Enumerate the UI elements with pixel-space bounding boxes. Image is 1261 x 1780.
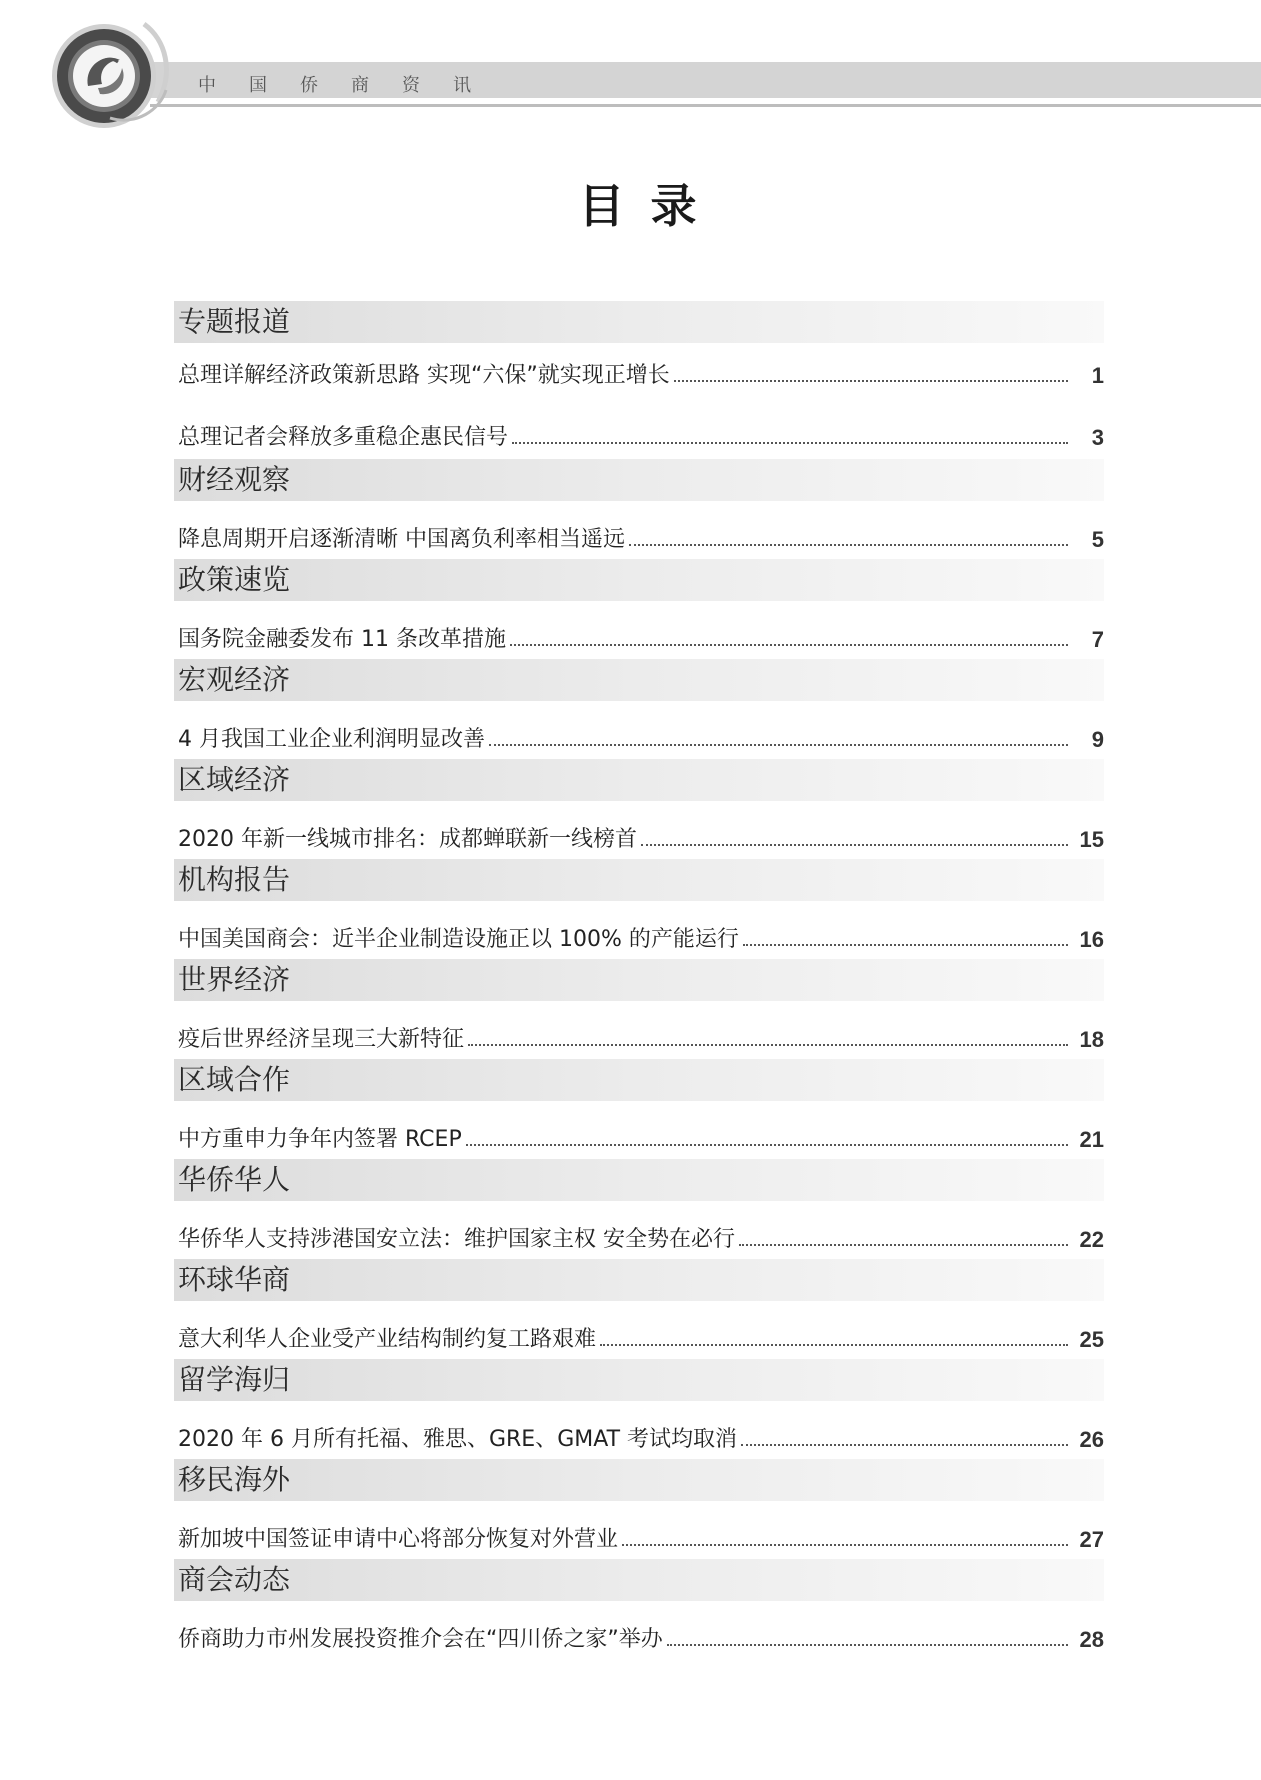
toc-entry-title: 国务院金融委发布 11 条改革措施 — [178, 627, 506, 652]
toc-entry[interactable] — [174, 1301, 1104, 1359]
toc-entry[interactable] — [174, 343, 1104, 397]
toc-section-header: 留学海归 — [174, 1359, 1104, 1401]
toc-entry-page: 9 — [1091, 727, 1104, 752]
table-of-contents — [174, 301, 1104, 1659]
dot-leader — [510, 643, 1068, 646]
dot-leader — [489, 743, 1068, 746]
toc-section-header: 环球华商 — [174, 1259, 1104, 1301]
header-rule — [150, 104, 1261, 107]
toc-section-header: 专题报道 — [174, 301, 1104, 343]
toc-entry-page: 15 — [1079, 827, 1104, 852]
toc-entry[interactable] — [174, 1101, 1104, 1159]
toc-section-header: 华侨华人 — [174, 1159, 1104, 1201]
toc-section-header: 区域合作 — [174, 1059, 1104, 1101]
toc-entry-title: 2020 年新一线城市排名：成都蝉联新一线榜首 — [178, 827, 637, 852]
toc-entry-title: 4 月我国工业企业利润明显改善 — [178, 727, 485, 752]
toc-entry-page: 7 — [1091, 627, 1104, 652]
toc-entry[interactable] — [174, 1501, 1104, 1559]
toc-entry-page: 21 — [1079, 1127, 1104, 1152]
toc-entry[interactable] — [174, 1001, 1104, 1059]
dot-leader — [667, 1643, 1068, 1646]
toc-entry-title: 2020 年 6 月所有托福、雅思、GRE、GMAT 考试均取消 — [178, 1427, 738, 1452]
toc-entry-page: 22 — [1079, 1227, 1104, 1252]
toc-entry-page: 3 — [1091, 425, 1104, 450]
dot-leader — [468, 1043, 1068, 1046]
toc-entry[interactable] — [174, 1401, 1104, 1459]
dot-leader — [743, 943, 1068, 946]
toc-entry[interactable] — [174, 397, 1104, 459]
toc-entry-title: 降息周期开启逐渐清晰 中国离负利率相当遥远 — [178, 527, 625, 552]
toc-entry[interactable] — [174, 801, 1104, 859]
page-title: 目录 — [578, 179, 723, 233]
toc-entry-title: 意大利华人企业受产业结构制约复工路艰难 — [178, 1327, 597, 1352]
dot-leader — [512, 441, 1068, 444]
dot-leader — [674, 379, 1068, 382]
toc-entry-title: 总理记者会释放多重稳企惠民信号 — [178, 425, 509, 450]
toc-entry-title: 新加坡中国签证申请中心将部分恢复对外营业 — [178, 1527, 619, 1552]
dot-leader — [622, 1543, 1068, 1546]
overseas-chinese-chamber-logo-icon — [48, 10, 188, 140]
dot-leader — [629, 543, 1068, 546]
toc-entry-title: 疫后世界经济呈现三大新特征 — [178, 1027, 465, 1052]
dot-leader — [600, 1343, 1068, 1346]
toc-entry-page: 26 — [1079, 1427, 1104, 1452]
toc-section-header: 区域经济 — [174, 759, 1104, 801]
toc-entry[interactable] — [174, 501, 1104, 559]
dot-leader — [741, 1443, 1068, 1446]
toc-entry[interactable] — [174, 1601, 1104, 1659]
toc-entry-page: 5 — [1091, 527, 1104, 552]
toc-section-header: 宏观经济 — [174, 659, 1104, 701]
toc-entry[interactable] — [174, 1201, 1104, 1259]
toc-entry-page: 28 — [1079, 1627, 1104, 1652]
publication-name: 中国侨商资讯 — [198, 75, 504, 96]
toc-section-header: 商会动态 — [174, 1559, 1104, 1601]
toc-entry-page: 1 — [1091, 363, 1104, 388]
toc-entry[interactable] — [174, 701, 1104, 759]
toc-entry-page: 27 — [1079, 1527, 1104, 1552]
dot-leader — [739, 1243, 1068, 1246]
toc-entry-title: 中方重申力争年内签署 RCEP — [178, 1127, 462, 1152]
toc-entry-title: 华侨华人支持涉港国安立法：维护国家主权 安全势在必行 — [178, 1227, 735, 1252]
toc-entry[interactable] — [174, 901, 1104, 959]
toc-entry[interactable] — [174, 601, 1104, 659]
toc-entry-page: 18 — [1079, 1027, 1104, 1052]
toc-entry-title: 总理详解经济政策新思路 实现“六保”就实现正增长 — [178, 363, 670, 388]
toc-section-header: 财经观察 — [174, 459, 1104, 501]
dot-leader — [641, 843, 1068, 846]
toc-section-header: 政策速览 — [174, 559, 1104, 601]
toc-entry-title: 侨商助力市州发展投资推介会在“四川侨之家”举办 — [178, 1627, 663, 1652]
toc-section-header: 机构报告 — [174, 859, 1104, 901]
toc-section-header: 世界经济 — [174, 959, 1104, 1001]
toc-section-header: 移民海外 — [174, 1459, 1104, 1501]
dot-leader — [466, 1143, 1068, 1146]
toc-entry-page: 16 — [1079, 927, 1104, 952]
toc-entry-title: 中国美国商会：近半企业制造设施正以 100% 的产能运行 — [178, 927, 739, 952]
toc-entry-page: 25 — [1079, 1327, 1104, 1352]
